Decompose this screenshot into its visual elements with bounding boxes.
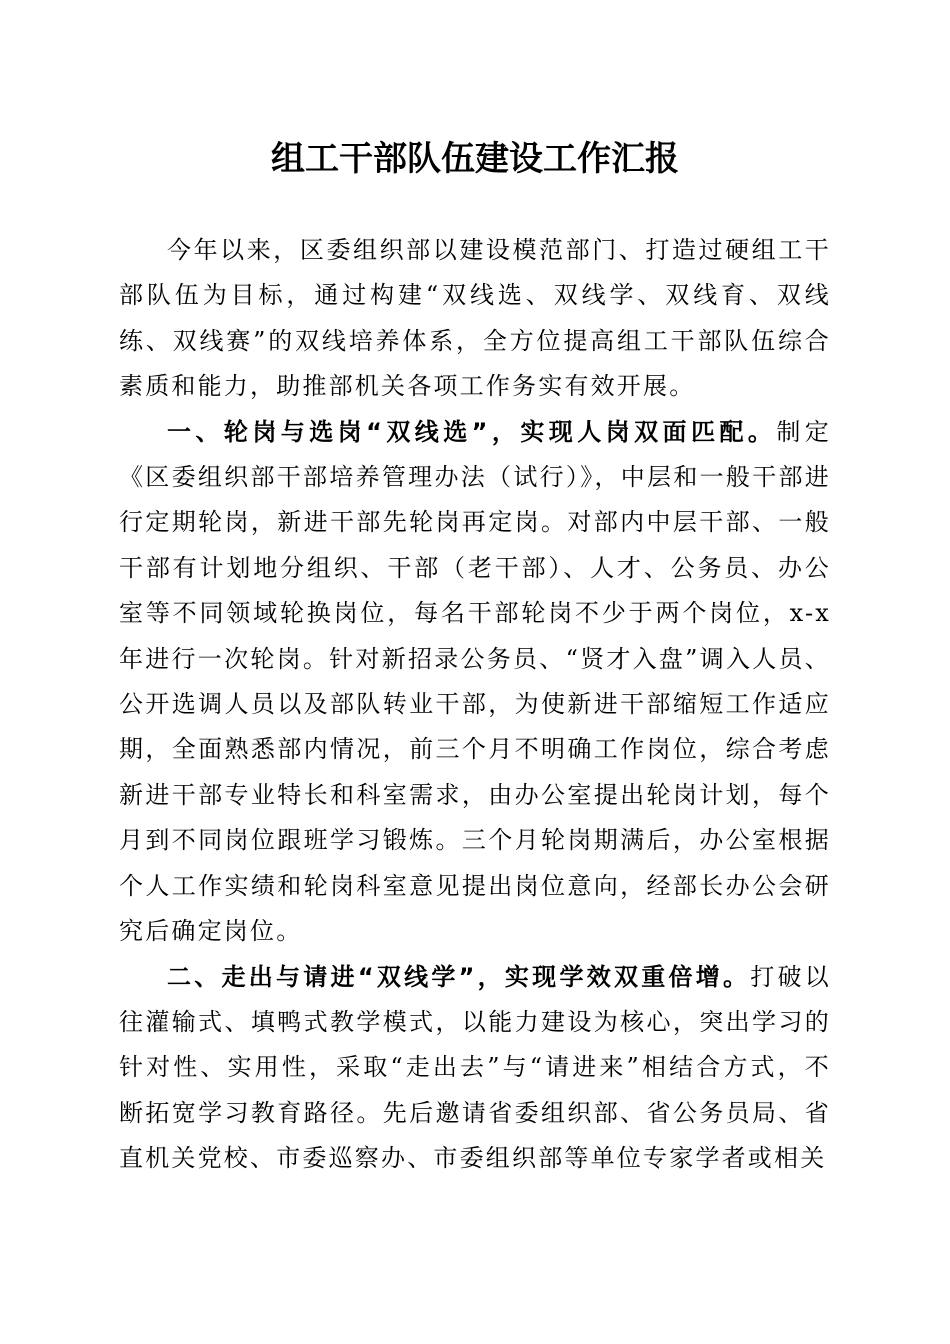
section-2-paragraph bbox=[119, 955, 831, 1182]
section-1-heading: 一、轮岗与选岗“双线选”，实现人岗双面匹配。 bbox=[167, 417, 777, 446]
document-body bbox=[119, 228, 831, 1182]
section-2-text: 打破以往灌输式、填鸭式教学模式，以能力建设为核心，突出学习的针对性、实用性，采取“走出去”与“请进来”相结合方式，不断拓宽学习教育路径。先后邀请省委组织部、省公务员局、省直机关党校、市委巡察办、市委组织部等单位专家学者或相关 bbox=[119, 962, 831, 1173]
section-1-paragraph bbox=[119, 410, 831, 955]
section-1-text: 制定《区委组织部干部培养管理办法（试行）》，中层和一般干部进行定期轮岗，新进干部先轮岗再定岗。对部内中层干部、一般干部有计划地分组织、干部（老干部）、人才、公务员、办公室等不同领域轮换岗位，每名干部轮岗不少于两个岗位，x-x年进行一次轮岗。针对新招录公务员、“贤才入盘”调入人员、公开选调人员以及部队转业干部，为使新进干部缩短工作适应期，全面熟悉部内情况，前三个月不明确工作岗位，综合考虑新进干部专业特长和科室需求，由办公室提出轮岗计划，每个月到不同岗位跟班学习锻炼。三个月轮岗期满后，办公室根据个人工作实绩和轮岗科室意见提出岗位意向，经部长办公会研究后确定岗位。 bbox=[119, 417, 831, 946]
document-title: 组工干部队伍建设工作汇报 bbox=[271, 139, 679, 179]
intro-paragraph: 今年以来，区委组织部以建设模范部门、打造过硬组工干部队伍为目标，通过构建“双线选、双线学、双线育、双线练、双线赛”的双线培养体系，全方位提高组工干部队伍综合素质和能力，助推部机关各项工作务实有效开展。 bbox=[119, 236, 831, 401]
section-2-heading: 二、走出与请进“双线学”，实现学效双重倍增。 bbox=[167, 962, 751, 991]
